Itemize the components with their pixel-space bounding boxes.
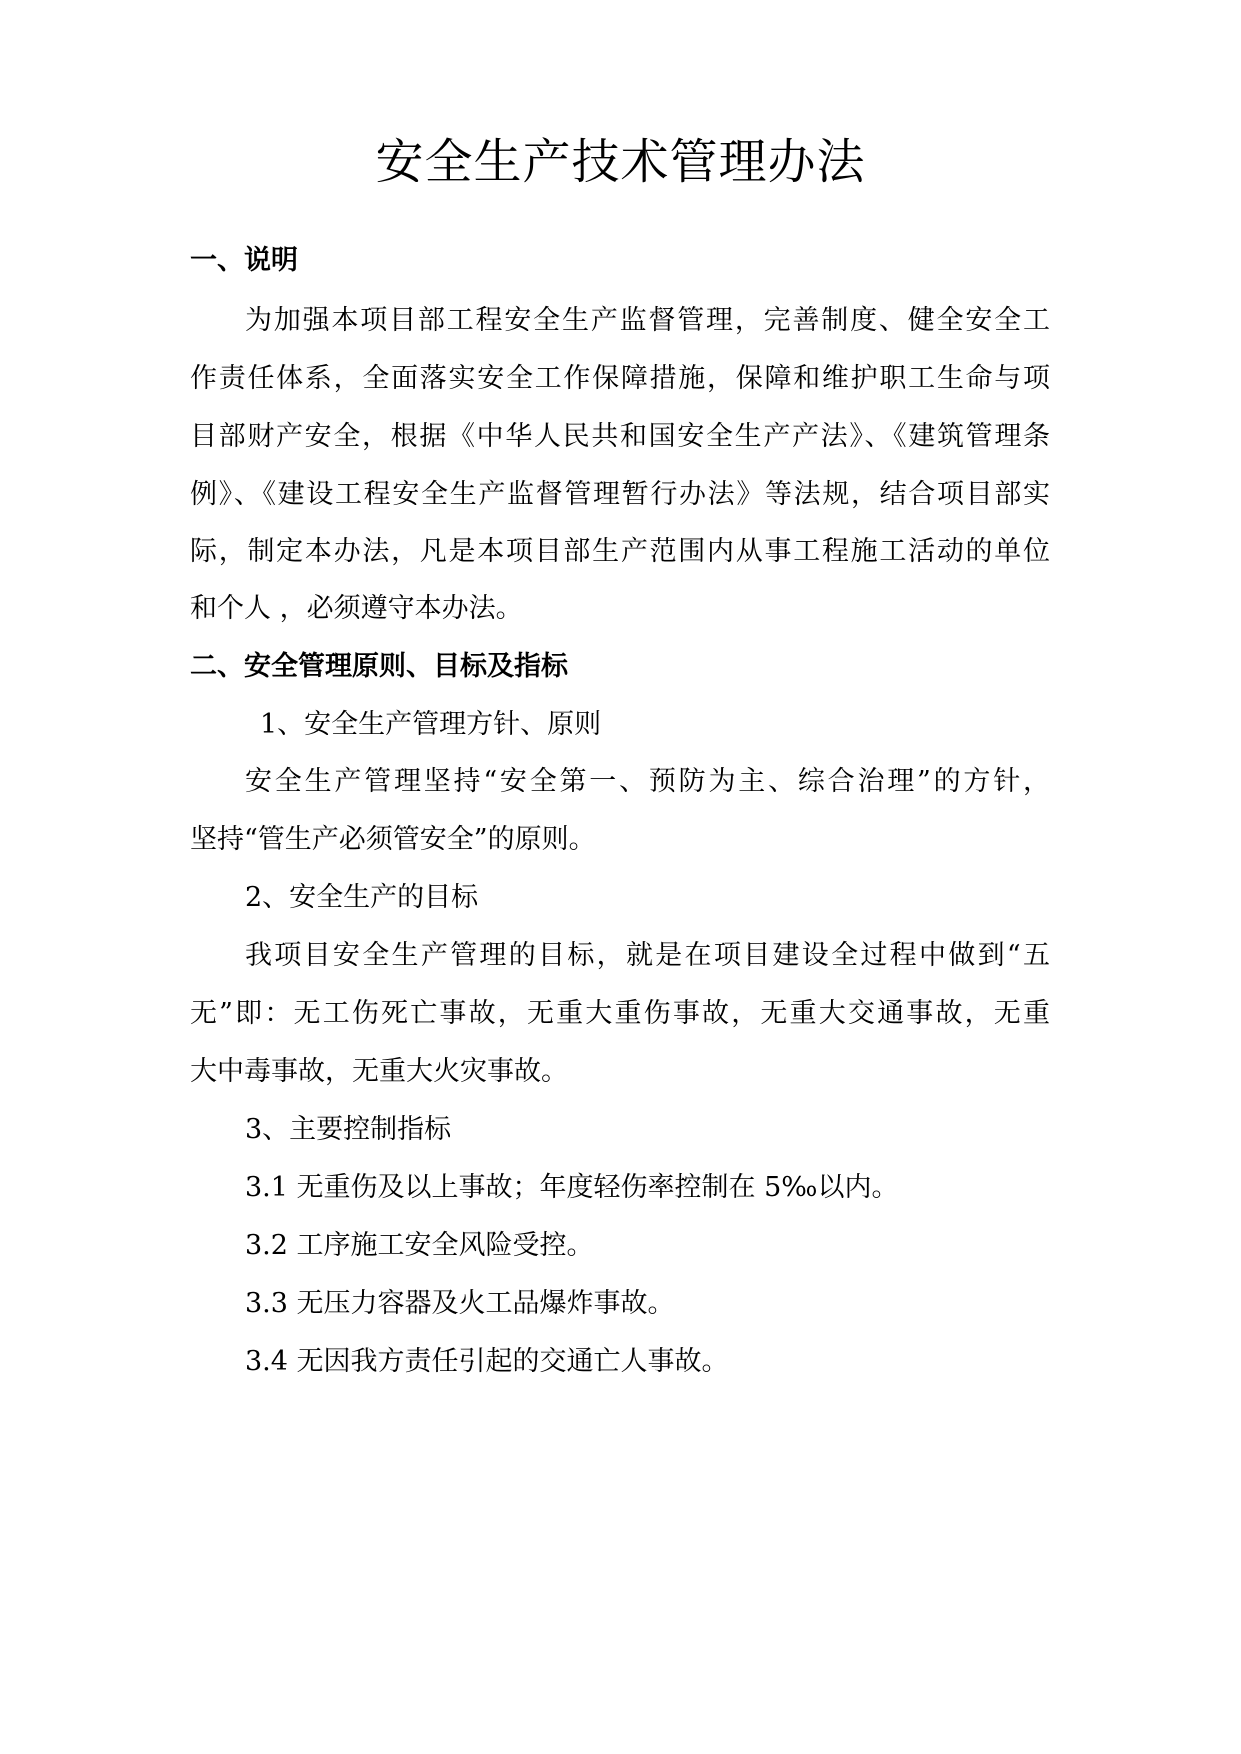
paragraph-line: 目部财产安全，根据《中华人民共和国安全生产产法》、《建筑管理条 [190,421,1050,452]
section-heading-principles: 二、安全管理原则、目标及指标 [190,651,568,682]
section-heading-explanation: 一、说明 [190,245,298,276]
indicator-item: 3.4 无因我方责任引起的交通亡人事故。 [245,1346,729,1377]
paragraph-line: 际，制定本办法，凡是本项目部生产范围内从事工程施工活动的单位 [190,536,1050,567]
indicator-item: 3.2 工序施工安全风险受控。 [245,1230,594,1261]
indicator-item: 3.3 无压力容器及火工品爆炸事故。 [245,1288,675,1319]
subsection-heading: 3、主要控制指标 [245,1114,452,1145]
paragraph-line: 为加强本项目部工程安全生产监督管理，完善制度、健全安全工 [245,305,1050,336]
subsection-heading: 2、安全生产的目标 [245,882,479,913]
paragraph-line: 和个人 ，必须遵守本办法。 [190,593,523,624]
paragraph-line: 我项目安全生产管理的目标，就是在项目建设全过程中做到“五 [245,940,1050,971]
indicator-item: 3.1 无重伤及以上事故；年度轻伤率控制在 5‰以内。 [245,1172,899,1203]
paragraph-line: 例》、《建设工程安全生产监督管理暂行办法》等法规，结合项目部实 [190,479,1050,510]
subsection-heading: 1、安全生产管理方针、原则 [260,709,602,740]
paragraph-line: 无”即：无工伤死亡事故，无重大重伤事故，无重大交通事故，无重 [190,998,1050,1029]
paragraph-line: 安全生产管理坚持“安全第一、预防为主、综合治理”的方针， [245,766,1050,797]
document-title: 安全生产技术管理办法 [375,134,866,190]
paragraph-line: 作责任体系，全面落实安全工作保障措施，保障和维护职工生命与项 [190,363,1050,394]
paragraph-line: 坚持“管生产必须管安全”的原则。 [190,824,596,855]
paragraph-line: 大中毒事故，无重大火灾事故。 [190,1056,568,1087]
